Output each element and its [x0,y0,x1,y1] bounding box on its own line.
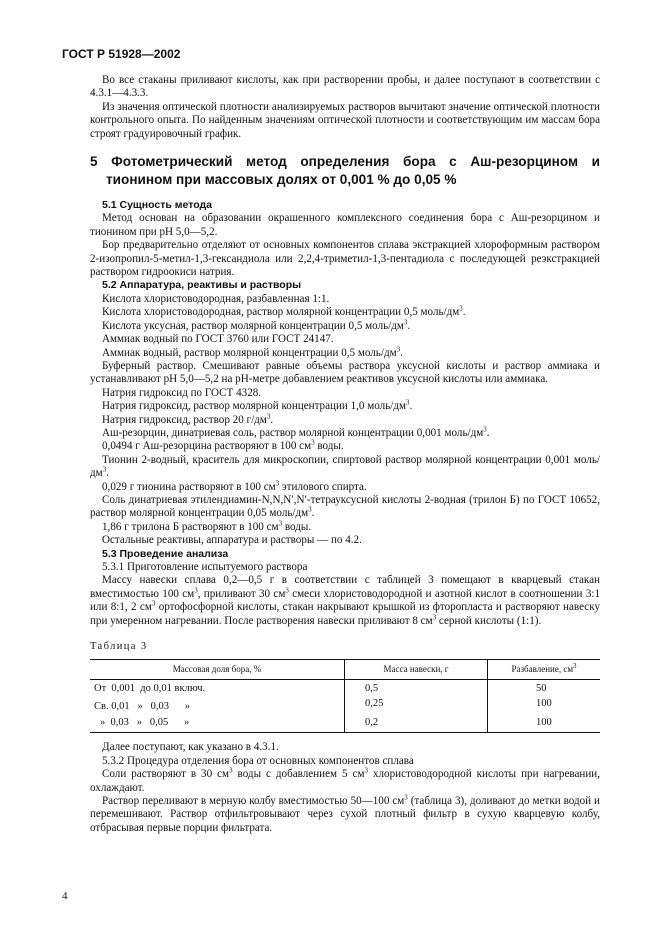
table-cell: 100 [488,698,601,717]
subsection-heading: 5.3.1 Приготовление испытуемого раствора [102,561,308,573]
reagent-line: Остальные реактивы, аппаратура и растворы — по 4.2. [102,534,362,547]
table-header: Масса навески, г [345,660,488,680]
table-row [90,717,600,733]
reagent-line: Соль динатриевая этилендиамин-N,N,N′,N′-тетрауксусной кислоты 2-водная (трилон Б) по ГОСТ 10652, раствор молярной концентрации 0,05 моль/$дм^3$. [90,493,600,520]
table-row [90,698,600,717]
table-cell: 50 [488,679,601,698]
page-number: 4 [62,890,68,902]
reagent-line: Аммиак водный по ГОСТ 3760 или ГОСТ 24147. [102,333,334,346]
table-cell: » 0,03 » 0,05 » [90,717,345,733]
paragraph: Далее поступают, как указано в 4.3.1. [102,741,279,754]
reagent-line: Кислота уксусная, раствор молярной концентрации 0,5 моль/$дм^3$. [102,318,411,332]
reagent-line: 0,029 г тионина растворяют в 100 $см^3$ этилового спирта. [102,478,367,493]
reagent-line: Буферный раствор. Смешивают равные объемы раствора уксусной кислоты и раствор аммиака и устанавливают pH 5,0—5,2 на pH-метре добавлением реактивов уксусной кислоты или аммиака. [90,359,600,386]
reagent-line: Тионин 2-водный, краситель для микроскопии, спиртовой раствор молярной концентрации 0,001 моль/$дм^3$. [90,453,600,480]
document-body [90,74,600,835]
reagent-line: Кислота хлористоводородная, разбавленная 1:1. [102,292,330,305]
table-cell: От 0,001 до 0,01 включ. [94,682,206,694]
table-header: Разбавление, $см^3$ [488,660,601,680]
table-cell: Св. 0,01 » 0,03 » [94,701,190,713]
reagent-line: Кислота хлористоводородная, раствор молярной концентрации 0,5 моль/$дм^3$. [102,304,466,319]
paragraph: Во все стаканы приливают кислоты, как при растворении пробы, и далее поступают в соответствии с 4.3.1—4.3.3. [90,74,600,100]
table-cell: 0,2 [345,717,488,733]
subsection-heading: 5.3.2 Процедура отделения бора от основных компонентов сплава [102,754,414,767]
reagent-line: 0,0494 г Аш-резорцина растворяют в 100 $см^3$ воды. [102,438,344,453]
paragraph: Из значения оптической плотности анализируемых растворов вычитают значение оптической плотности контрольного опыта. По найденным значениям оптической плотности и соответствующим им массам бора строят градуировочный график. [90,100,600,140]
document-header: ГОСТ Р 51928—2002 [62,47,181,61]
subsection-heading: 5.3 Проведение анализа [102,547,229,560]
reagent-line: Аммиак водный, раствор молярной концентрации 0,5 моль/$дм^3$. [102,344,403,359]
reagent-line: Натрия гидроксид по ГОСТ 4328. [102,386,262,399]
paragraph: Массу навески сплава 0,2—0,5 г в соответствии с таблицей 3 помещают в кварцевый стакан вместимостью 100 $см^3$, приливают 30 $см^3$ смеси хлористоводородной и азотной кислот в соотношении 3:1 или 8:1, 2 $см^3$ ортофосфорной кислоты, стакан накрывают крышкой из фторопласта и растворяют навеску при умеренном нагревании. После растворения навески приливают 8 $см^3$ серной кислоты (1:1). [90,574,600,627]
table-3 [90,659,600,733]
paragraph: Раствор переливают в мерную колбу вместимостью 50—100 $см^3$ (таблица 3), доливают до метки водой и перемешивают. Раствор отфильтровывают через сухой плотный фильтр в сухую кварцевую колбу, отбрасывая первые порции фильтрата. [90,793,600,834]
paragraph: Бор предварительно отделяют от основных компонентов сплава экстракцией хлороформным раствором 2-изопропил-5-метил-1,3-гександиола или 2,2,4-триметил-1,3-пентадиола с последующей реэкстракцией раствором гидроокиси натрия. [90,239,600,279]
reagent-line: Натрия гидроксид, раствор 20 $г/дм^3$. [102,411,274,426]
reagent-line: Аш-резорцин, динатриевая соль, раствор молярной концентрации 0,001 моль/$дм^3$. [102,425,490,439]
section-heading: 5 Фотометрический метод определения бора с Аш-резорцином и тионином при массовых долях от 0,001 % до 0,05 % [90,154,600,188]
table-cell: 0,5 [345,679,488,698]
table-cell: 100 [488,717,601,733]
subsection-heading: 5.2 Аппаратура, реактивы и растворы [102,279,302,292]
paragraph: Соли растворяют в 30 $см^3$ воды с добавлением 5 $см^3$ хлористоводородной кислоты при нагревании, охлаждают. [90,766,600,794]
table-caption: Таблица 3 [90,641,148,653]
subsection-heading: 5.1 Сущность метода [102,199,213,212]
table-header: Массовая доля бора, % [90,660,345,680]
reagent-line: 1,86 г трилона Б растворяют в 100 $см^3$ воды. [102,519,312,533]
table-row [90,679,600,698]
table-cell: 0,25 [345,698,488,717]
reagent-line: Натрия гидроксид, раствор молярной концентрации 1,0 моль/$дм^3$. [102,398,413,413]
paragraph: Метод основан на образовании окрашенного комплексного соединения бора с Аш-резорцином и тионином при pH 5,0—5,2. [90,212,600,238]
